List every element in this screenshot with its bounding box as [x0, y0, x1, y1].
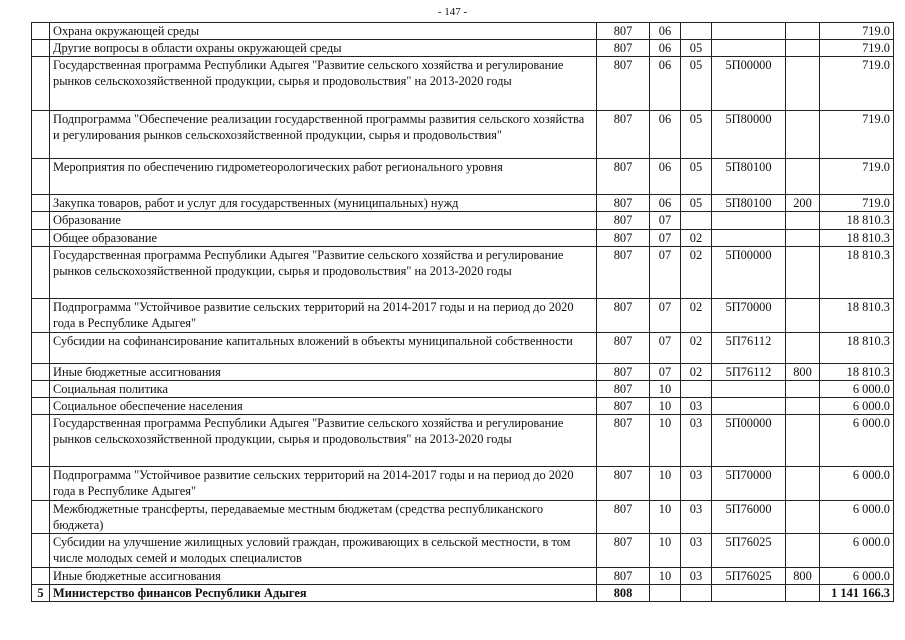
expense-type-cell: [786, 246, 820, 298]
table-row: [32, 415, 894, 467]
row-number-cell: [32, 501, 50, 534]
amount-cell: 6 000.0: [820, 380, 894, 397]
row-number-cell: [32, 23, 50, 40]
item-name-cell: Субсидии на софинансирование капитальных вложений в объекты муниципальной собственности: [50, 332, 597, 363]
section-code-cell: 10: [650, 567, 681, 584]
target-article-cell: 5П80000: [712, 111, 786, 159]
item-name-cell: Государственная программа Республики Адыгея "Развитие сельского хозяйства и регулирование рынков сельскохозяйственной продукции, сырья и продовольствия" на 2013-2020 годы: [50, 246, 597, 298]
row-number-cell: [32, 467, 50, 501]
target-article-cell: 5П76025: [712, 567, 786, 584]
table-row: [32, 23, 894, 40]
subsection-code-cell: 02: [681, 246, 712, 298]
table-row: [32, 380, 894, 397]
table-row: [32, 534, 894, 567]
table-row: [32, 229, 894, 246]
expense-type-cell: [786, 397, 820, 414]
ministry-code-cell: 807: [597, 534, 650, 567]
row-number-cell: 5: [32, 584, 50, 601]
table-row: [32, 40, 894, 57]
item-name-cell: Охрана окружающей среды: [50, 23, 597, 40]
section-code-cell: 10: [650, 501, 681, 534]
section-code-cell: 07: [650, 246, 681, 298]
table-row: [32, 397, 894, 414]
ministry-code-cell: 807: [597, 212, 650, 229]
expense-type-cell: [786, 298, 820, 332]
item-name-cell: Общее образование: [50, 229, 597, 246]
subsection-code-cell: [681, 212, 712, 229]
target-article-cell: [712, 380, 786, 397]
amount-cell: 6 000.0: [820, 534, 894, 567]
target-article-cell: 5П76112: [712, 363, 786, 380]
item-name-cell: Иные бюджетные ассигнования: [50, 567, 597, 584]
subsection-code-cell: [681, 584, 712, 601]
target-article-cell: [712, 229, 786, 246]
ministry-code-cell: 807: [597, 467, 650, 501]
table-row: [32, 363, 894, 380]
row-number-cell: [32, 212, 50, 229]
target-article-cell: 5П70000: [712, 467, 786, 501]
expense-type-cell: [786, 229, 820, 246]
expense-type-cell: 800: [786, 363, 820, 380]
item-name-cell: Подпрограмма "Устойчивое развитие сельских территорий на 2014-2017 годы и на период до 2020 года в Республике Адыгея": [50, 298, 597, 332]
ministry-code-cell: 807: [597, 40, 650, 57]
row-number-cell: [32, 415, 50, 467]
item-name-cell: Закупка товаров, работ и услуг для государственных (муниципальных) нужд: [50, 195, 597, 212]
item-name-cell: Министерство финансов Республики Адыгея: [50, 584, 597, 601]
item-name-cell: Подпрограмма "Устойчивое развитие сельских территорий на 2014-2017 годы и на период до 2020 года в Республике Адыгея": [50, 467, 597, 501]
ministry-code-cell: 807: [597, 57, 650, 111]
amount-cell: 719.0: [820, 57, 894, 111]
amount-cell: 6 000.0: [820, 397, 894, 414]
ministry-code-cell: 807: [597, 567, 650, 584]
subsection-code-cell: 05: [681, 40, 712, 57]
target-article-cell: 5П80100: [712, 159, 786, 195]
subsection-code-cell: 03: [681, 467, 712, 501]
ministry-code-cell: 808: [597, 584, 650, 601]
row-number-cell: [32, 229, 50, 246]
subsection-code-cell: 03: [681, 534, 712, 567]
ministry-code-cell: 807: [597, 363, 650, 380]
section-code-cell: 07: [650, 332, 681, 363]
row-number-cell: [32, 363, 50, 380]
row-number-cell: [32, 332, 50, 363]
ministry-code-cell: 807: [597, 501, 650, 534]
row-number-cell: [32, 298, 50, 332]
expense-type-cell: [786, 501, 820, 534]
target-article-cell: [712, 397, 786, 414]
table-row: [32, 298, 894, 332]
expense-type-cell: [786, 111, 820, 159]
table-row: [32, 501, 894, 534]
amount-cell: 18 810.3: [820, 363, 894, 380]
expense-type-cell: [786, 415, 820, 467]
table-row: [32, 111, 894, 159]
subsection-code-cell: 03: [681, 415, 712, 467]
ministry-code-cell: 807: [597, 397, 650, 414]
expense-type-cell: [786, 332, 820, 363]
subsection-code-cell: 02: [681, 298, 712, 332]
ministry-code-cell: 807: [597, 380, 650, 397]
section-code-cell: [650, 584, 681, 601]
expense-type-cell: 200: [786, 195, 820, 212]
section-code-cell: 10: [650, 415, 681, 467]
table-row: [32, 195, 894, 212]
table-row: [32, 467, 894, 501]
target-article-cell: 5П70000: [712, 298, 786, 332]
amount-cell: 18 810.3: [820, 246, 894, 298]
subsection-code-cell: 03: [681, 501, 712, 534]
table-row: [32, 584, 894, 601]
subsection-code-cell: 05: [681, 111, 712, 159]
subsection-code-cell: 05: [681, 159, 712, 195]
section-code-cell: 07: [650, 229, 681, 246]
amount-cell: 6 000.0: [820, 567, 894, 584]
amount-cell: 1 141 166.3: [820, 584, 894, 601]
expense-type-cell: [786, 584, 820, 601]
amount-cell: 6 000.0: [820, 415, 894, 467]
table-row: [32, 567, 894, 584]
expense-type-cell: [786, 40, 820, 57]
ministry-code-cell: 807: [597, 229, 650, 246]
item-name-cell: Мероприятия по обеспечению гидрометеорологических работ регионального уровня: [50, 159, 597, 195]
item-name-cell: Субсидии на улучшение жилищных условий граждан, проживающих в сельской местности, в том числе молодых семей и молодых специалистов: [50, 534, 597, 567]
section-code-cell: 06: [650, 111, 681, 159]
target-article-cell: 5П00000: [712, 415, 786, 467]
amount-cell: 719.0: [820, 23, 894, 40]
target-article-cell: 5П76025: [712, 534, 786, 567]
amount-cell: 719.0: [820, 111, 894, 159]
expense-type-cell: [786, 534, 820, 567]
target-article-cell: [712, 212, 786, 229]
row-number-cell: [32, 57, 50, 111]
table-body: [32, 23, 894, 602]
expense-type-cell: 800: [786, 567, 820, 584]
expense-type-cell: [786, 159, 820, 195]
amount-cell: 719.0: [820, 159, 894, 195]
item-name-cell: Другие вопросы в области охраны окружающей среды: [50, 40, 597, 57]
item-name-cell: Государственная программа Республики Адыгея "Развитие сельского хозяйства и регулирование рынков сельскохозяйственной продукции, сырья и продовольствия" на 2013-2020 годы: [50, 57, 597, 111]
target-article-cell: [712, 584, 786, 601]
ministry-code-cell: 807: [597, 332, 650, 363]
row-number-cell: [32, 534, 50, 567]
section-code-cell: 10: [650, 397, 681, 414]
subsection-code-cell: 03: [681, 567, 712, 584]
amount-cell: 18 810.3: [820, 298, 894, 332]
table-row: [32, 159, 894, 195]
amount-cell: 719.0: [820, 195, 894, 212]
ministry-code-cell: 807: [597, 23, 650, 40]
expense-type-cell: [786, 23, 820, 40]
expense-type-cell: [786, 212, 820, 229]
subsection-code-cell: 02: [681, 363, 712, 380]
ministry-code-cell: 807: [597, 111, 650, 159]
row-number-cell: [32, 380, 50, 397]
expense-type-cell: [786, 57, 820, 111]
table-row: [32, 246, 894, 298]
subsection-code-cell: 02: [681, 229, 712, 246]
subsection-code-cell: 02: [681, 332, 712, 363]
section-code-cell: 07: [650, 212, 681, 229]
item-name-cell: Межбюджетные трансферты, передаваемые местным бюджетам (средства республиканского бюджета): [50, 501, 597, 534]
item-name-cell: Образование: [50, 212, 597, 229]
row-number-cell: [32, 567, 50, 584]
section-code-cell: 06: [650, 23, 681, 40]
amount-cell: 18 810.3: [820, 212, 894, 229]
table-row: [32, 212, 894, 229]
section-code-cell: 07: [650, 298, 681, 332]
expense-type-cell: [786, 380, 820, 397]
section-code-cell: 06: [650, 195, 681, 212]
subsection-code-cell: 05: [681, 195, 712, 212]
subsection-code-cell: 03: [681, 397, 712, 414]
amount-cell: 18 810.3: [820, 229, 894, 246]
target-article-cell: [712, 40, 786, 57]
table-row: [32, 332, 894, 363]
row-number-cell: [32, 397, 50, 414]
item-name-cell: Подпрограмма "Обеспечение реализации государственной программы развития сельского хозяйства и регулирования рынков сельскохозяйственной продукции, сырья и продовольствия": [50, 111, 597, 159]
budget-table: [31, 22, 894, 602]
expense-type-cell: [786, 467, 820, 501]
row-number-cell: [32, 40, 50, 57]
item-name-cell: Социальная политика: [50, 380, 597, 397]
target-article-cell: 5П76112: [712, 332, 786, 363]
ministry-code-cell: 807: [597, 159, 650, 195]
target-article-cell: 5П76000: [712, 501, 786, 534]
item-name-cell: Иные бюджетные ассигнования: [50, 363, 597, 380]
row-number-cell: [32, 195, 50, 212]
section-code-cell: 10: [650, 467, 681, 501]
amount-cell: 18 810.3: [820, 332, 894, 363]
ministry-code-cell: 807: [597, 246, 650, 298]
amount-cell: 6 000.0: [820, 467, 894, 501]
amount-cell: 6 000.0: [820, 501, 894, 534]
ministry-code-cell: 807: [597, 415, 650, 467]
table-row: [32, 57, 894, 111]
row-number-cell: [32, 246, 50, 298]
subsection-code-cell: [681, 23, 712, 40]
section-code-cell: 06: [650, 40, 681, 57]
section-code-cell: 06: [650, 57, 681, 111]
target-article-cell: 5П80100: [712, 195, 786, 212]
ministry-code-cell: 807: [597, 298, 650, 332]
page-number: - 147 -: [437, 6, 468, 18]
target-article-cell: 5П00000: [712, 57, 786, 111]
item-name-cell: Социальное обеспечение населения: [50, 397, 597, 414]
section-code-cell: 10: [650, 380, 681, 397]
target-article-cell: 5П00000: [712, 246, 786, 298]
section-code-cell: 06: [650, 159, 681, 195]
section-code-cell: 10: [650, 534, 681, 567]
subsection-code-cell: 05: [681, 57, 712, 111]
target-article-cell: [712, 23, 786, 40]
section-code-cell: 07: [650, 363, 681, 380]
ministry-code-cell: 807: [597, 195, 650, 212]
row-number-cell: [32, 111, 50, 159]
amount-cell: 719.0: [820, 40, 894, 57]
item-name-cell: Государственная программа Республики Адыгея "Развитие сельского хозяйства и регулирование рынков сельскохозяйственной продукции, сырья и продовольствия" на 2013-2020 годы: [50, 415, 597, 467]
row-number-cell: [32, 159, 50, 195]
subsection-code-cell: [681, 380, 712, 397]
